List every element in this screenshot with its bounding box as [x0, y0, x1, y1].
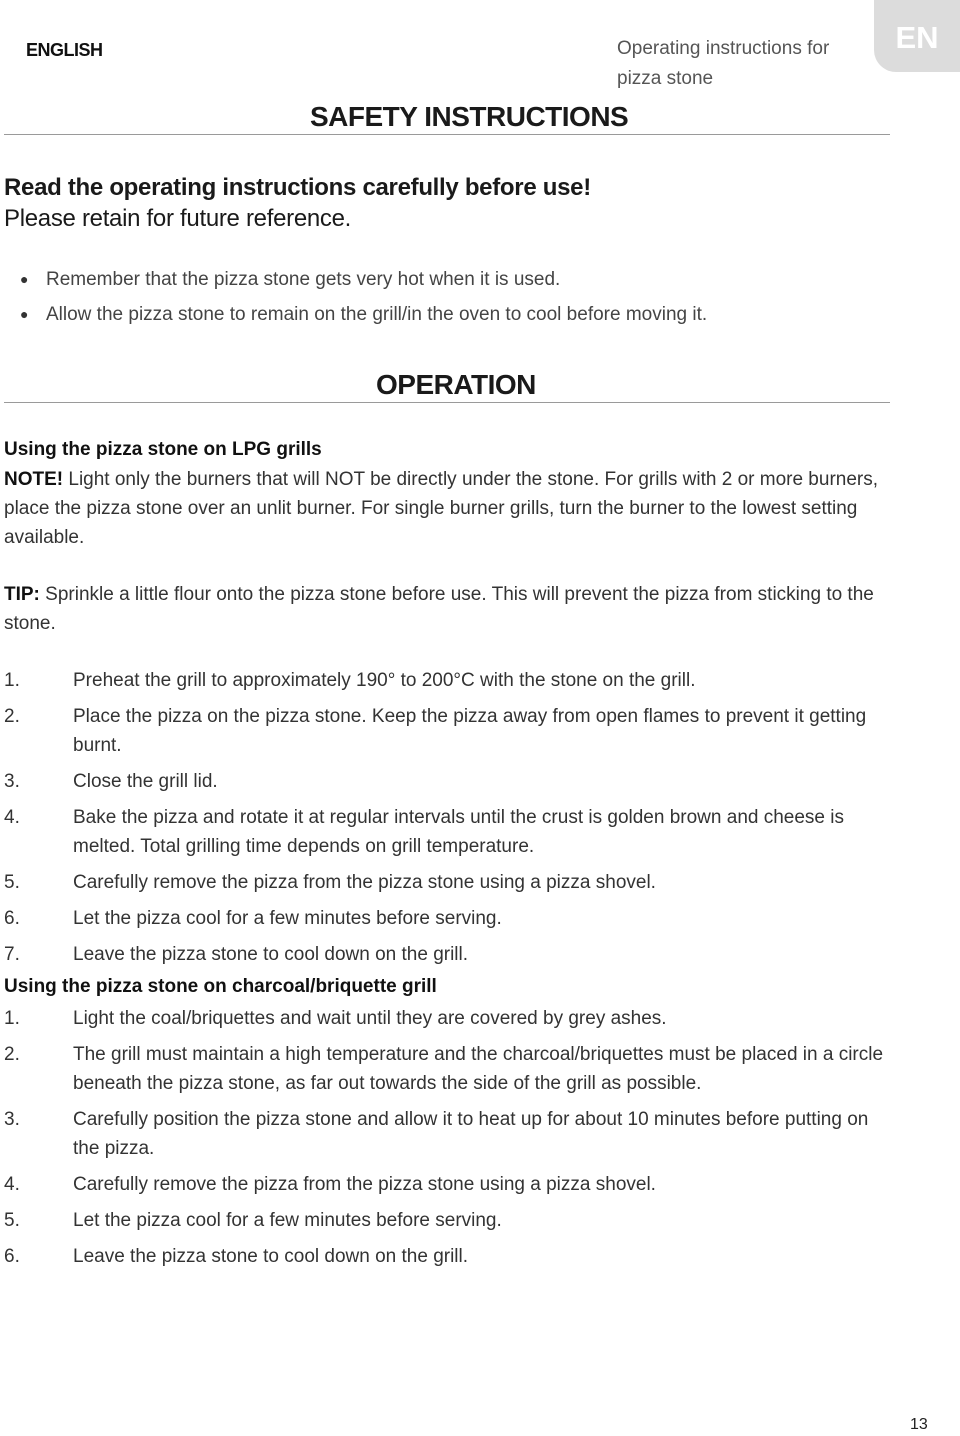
list-item: ● Allow the pizza stone to remain on the grill/in the oven to cool before moving it. [20, 297, 707, 332]
list-item: 6. Leave the pizza stone to cool down on the grill. [4, 1246, 469, 1267]
lpg-subheading: Using the pizza stone on LPG grills [4, 439, 322, 460]
tip-label: TIP: [4, 584, 40, 605]
list-item: 1. Preheat the grill to approximately 190° to 200°C with the stone on the grill. [4, 670, 696, 691]
safety-lead-bold: Read the operating instructions carefully before use! [4, 174, 591, 201]
list-item: 2. Place the pizza on the pizza stone. Keep the pizza away from open flames to prevent it getting burnt. [4, 706, 867, 756]
list-item: 7. Leave the pizza stone to cool down on the grill. [4, 944, 469, 965]
list-item: ● Remember that the pizza stone gets very hot when it is used. [20, 262, 707, 297]
charcoal-steps [4, 1004, 894, 1278]
list-item: 4. Bake the pizza and rotate it at regular intervals until the crust is golden brown and cheese is melted. Total grilling time depends on grill temperature. [4, 807, 844, 857]
list-item: 4. Carefully remove the pizza from the pizza stone using a pizza shovel. [4, 1174, 656, 1195]
tip-text: Sprinkle a little flour onto the pizza stone before use. This will prevent the pizza from sticking to the stone. [4, 584, 874, 634]
lpg-tip [4, 580, 884, 638]
list-item: 5. Carefully remove the pizza from the pizza stone using a pizza shovel. [4, 872, 656, 893]
list-item: 6. Let the pizza cool for a few minutes before serving. [4, 908, 502, 929]
charcoal-subheading: Using the pizza stone on charcoal/briquette grill [4, 976, 437, 997]
safety-heading: SAFETY INSTRUCTIONS [310, 101, 629, 132]
language-label: ENGLISH [26, 40, 103, 60]
safety-lead [4, 172, 591, 234]
document-title: Operating instructions for pizza stone [617, 38, 830, 89]
safety-lead-normal: Please retain for future reference. [4, 205, 352, 232]
list-item: 3. Carefully position the pizza stone and allow it to heat up for about 10 minutes before putting on the pizza. [4, 1109, 869, 1159]
operation-divider [4, 402, 890, 403]
operation-heading: OPERATION [376, 369, 536, 400]
note-label: NOTE! [4, 469, 64, 490]
list-item: 1. Light the coal/briquettes and wait until they are covered by grey ashes. [4, 1008, 667, 1029]
note-text: Light only the burners that will NOT be directly under the stone. For grills with 2 or more burners, place the pizza stone over an unlit burner. For single burner grills, turn the burner to the lowest setting available. [4, 469, 879, 548]
list-item: 5. Let the pizza cool for a few minutes before serving. [4, 1210, 502, 1231]
bullet-icon: ● [20, 306, 29, 322]
page-number: 13 [910, 1416, 928, 1433]
safety-bullet-list [20, 262, 707, 332]
language-tab: EN [874, 0, 960, 72]
bullet-icon: ● [20, 271, 29, 287]
safety-divider [4, 134, 890, 135]
lpg-note [4, 465, 884, 552]
lpg-steps [4, 666, 894, 976]
list-item: 3. Close the grill lid. [4, 771, 218, 792]
list-item: 2. The grill must maintain a high temperature and the charcoal/briquettes must be placed in a circle beneath the pizza stone, as far out towards the side of the grill as possible. [4, 1044, 884, 1094]
